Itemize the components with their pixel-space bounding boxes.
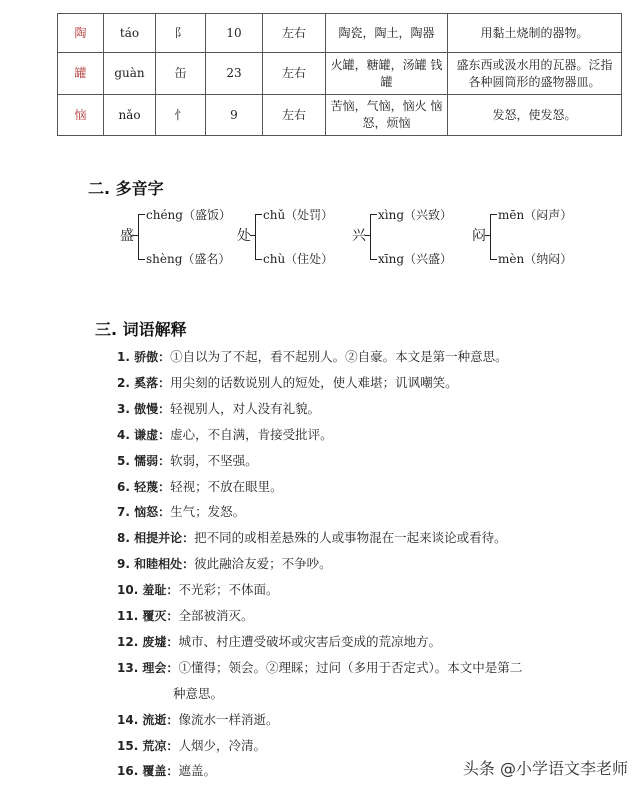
polyphonic-heading: 二. 多音字 [88, 179, 164, 198]
glossary-definition-continued: 种意思。 [173, 685, 224, 701]
glossary-term: 15. 荒凉： [117, 738, 179, 753]
glossary-definition: 把不同的或相差悬殊的人或事物混在一起来谈论或看待。 [194, 530, 507, 546]
glossary-term: 11. 覆灭： [117, 609, 179, 623]
glossary-term: 7. 恼怒： [117, 505, 171, 520]
glossary-item [117, 554, 332, 572]
glossary-definition: 生气；发怒。 [170, 504, 246, 520]
cell-meaning: 发怒，使发怒。 [448, 95, 622, 136]
reading-2: xīng（兴盛） [378, 252, 453, 266]
glossary-heading: 三. 词语解释 [95, 320, 187, 339]
glossary-item [117, 399, 320, 417]
cell-strokes: 9 [206, 95, 263, 136]
glossary-item [117, 477, 283, 495]
glossary-item [117, 710, 278, 728]
cell-char: 恼 [58, 95, 104, 136]
glossary-item [117, 658, 522, 676]
glossary-term: 3. 傲慢： [117, 401, 171, 416]
reading-2: shèng（盛名） [146, 252, 231, 266]
glossary-term: 8. 相提并论： [117, 531, 195, 546]
polyphonic-char: 兴 [352, 228, 366, 244]
glossary-definition: ①自以为了不起，看不起别人。②自豪。本文是第一种意思。 [170, 349, 508, 364]
glossary-item [117, 373, 458, 391]
reading-1: chéng（盛饭） [146, 208, 231, 222]
cell-words: 陶瓷，陶土，陶器 [326, 14, 448, 53]
cell-strokes: 23 [206, 53, 263, 95]
glossary-definition: 轻视别人，对人没有礼貌。 [170, 400, 321, 416]
glossary-definition: 软弱，不坚强。 [170, 452, 258, 468]
glossary-term: 12. 废墟： [117, 634, 179, 649]
cell-meaning: 盛东西或汲水用的瓦器。泛指各种圆筒形的盛物器皿。 [448, 53, 622, 95]
glossary-term: 10. 羞耻： [117, 583, 179, 598]
bracket [255, 214, 262, 260]
reading-1: mēn（闷声） [498, 208, 573, 222]
glossary-item [117, 736, 266, 754]
cell-words: 火罐，糖罐，汤罐 钱罐 [326, 53, 448, 95]
glossary-definition: 彼此融洽友爱；不争吵。 [194, 556, 332, 572]
character-table [57, 13, 622, 136]
bracket [138, 214, 145, 260]
polyphonic-char: 处 [237, 228, 251, 244]
glossary-item [117, 425, 333, 443]
table-row [58, 53, 622, 95]
bracket [490, 214, 497, 260]
glossary-definition: 用尖刻的话数说别人的短处，使人难堪；讥讽嘲笑。 [170, 374, 458, 390]
glossary-definition: 轻视；不放在眼里。 [170, 478, 283, 494]
glossary-definition: 人烟少，冷清。 [178, 737, 266, 753]
cell-pinyin: táo [104, 14, 156, 53]
cell-strokes: 10 [206, 14, 263, 53]
cell-structure: 左右 [263, 14, 326, 53]
cell-radical: 缶 [156, 53, 206, 95]
glossary-definition: ①懂得；领会。②理睬；过问（多用于否定式）。本文中是第二 [178, 659, 523, 675]
cell-char: 罐 [58, 53, 104, 95]
reading-1: chǔ（处罚） [263, 208, 334, 222]
glossary-term: 16. 覆盖： [117, 764, 179, 779]
glossary-term: 14. 流逝： [117, 712, 179, 727]
glossary-definition: 不光彩；不体面。 [178, 582, 279, 598]
cell-radical: 阝 [156, 14, 206, 53]
glossary-definition: 遮盖。 [178, 763, 216, 779]
reading-1: xìng（兴致） [378, 208, 453, 222]
glossary-term: 13. 理会： [117, 660, 179, 675]
glossary-term: 2. 奚落： [117, 375, 171, 390]
glossary-definition: 全部被消灭。 [178, 608, 254, 623]
table-row [58, 95, 622, 136]
watermark: 头条 @小学语文李老师 [462, 759, 628, 778]
glossary-item [117, 502, 245, 520]
glossary-term: 4. 谦虚： [117, 427, 171, 442]
glossary-item [117, 580, 278, 598]
glossary-item [117, 528, 507, 546]
glossary-term: 9. 和睦相处： [117, 557, 195, 572]
cell-pinyin: guàn [104, 53, 156, 95]
cell-structure: 左右 [263, 53, 326, 95]
polyphonic-char: 盛 [120, 228, 134, 244]
glossary-item [117, 761, 216, 779]
glossary-term: 6. 轻蔑： [117, 479, 171, 494]
cell-meaning: 用黏土烧制的器物。 [448, 14, 622, 53]
reading-2: chù（住处） [263, 252, 334, 266]
glossary-item [117, 632, 441, 650]
glossary-item [117, 347, 508, 365]
cell-structure: 左右 [263, 95, 326, 136]
glossary-item [117, 606, 253, 624]
glossary-definition: 像流水一样消逝。 [178, 711, 279, 727]
glossary-term: 5. 懦弱： [117, 453, 171, 468]
table-row [58, 14, 622, 53]
bracket [370, 214, 377, 260]
glossary-definition: 城市、村庄遭受破坏或灾害后变成的荒凉地方。 [178, 633, 441, 649]
cell-words: 苦恼，气恼，恼火 恼怒，烦恼 [326, 95, 448, 136]
glossary-item [117, 451, 258, 469]
reading-2: mèn（纳闷） [498, 252, 573, 266]
glossary-term: 1. 骄傲： [117, 350, 171, 364]
glossary-definition: 虚心，不自满，肯接受批评。 [170, 426, 333, 442]
cell-pinyin: nǎo [104, 95, 156, 136]
cell-char: 陶 [58, 14, 104, 53]
cell-radical: 忄 [156, 95, 206, 136]
polyphonic-char: 闷 [472, 228, 486, 244]
